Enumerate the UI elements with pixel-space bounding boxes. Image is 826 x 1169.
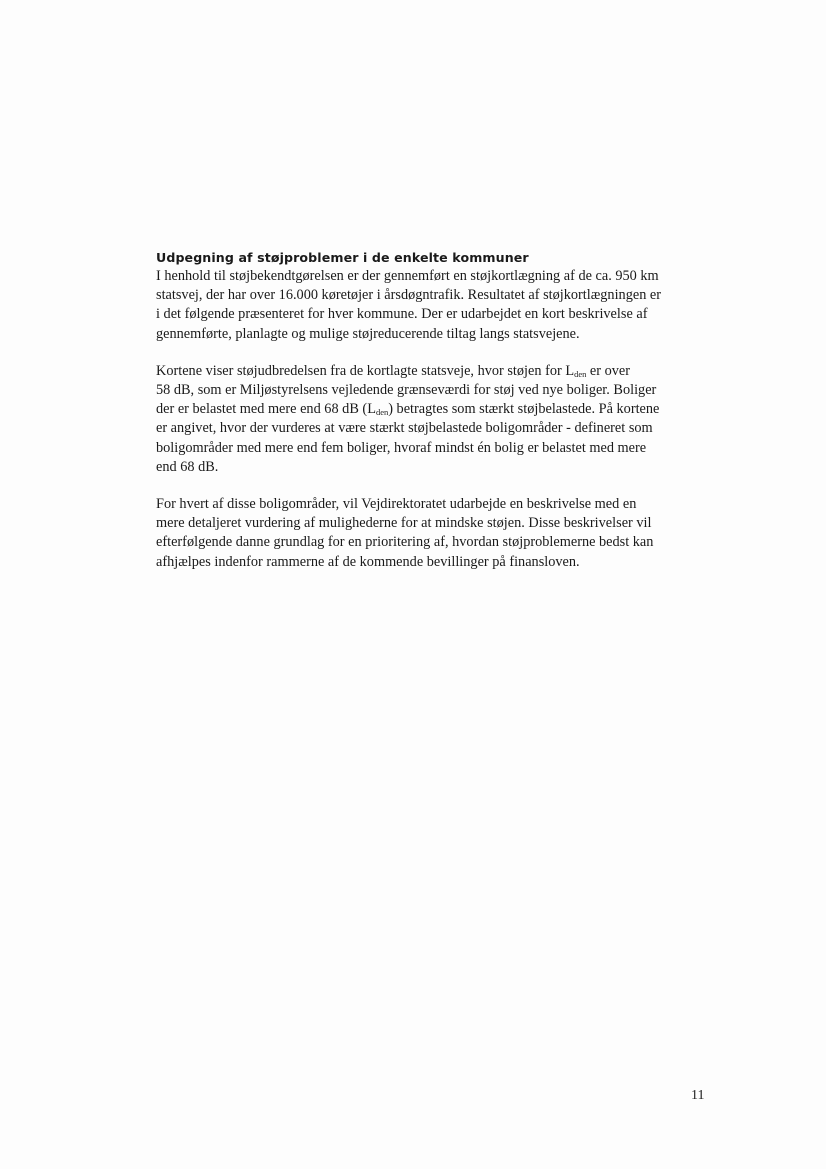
text-fragment: Kortene viser støjudbredelsen fra de kortlagte statsveje, hvor støjen for L — [156, 362, 575, 379]
text-line: efterfølgende danne grundlag for en prioritering af, hvordan støjproblemerne bedst kan — [156, 534, 654, 551]
paragraph-intro — [156, 267, 716, 344]
text-fragment: er over — [586, 362, 631, 379]
page-number: 11 — [691, 1088, 705, 1103]
text-line: er angivet, hvor der vurderes at være stærkt støjbelastede boligområder - defineret som — [156, 420, 653, 437]
text-line: mere detaljeret vurdering af mulighederne for at mindske støjen. Disse beskrivelser vil — [156, 515, 652, 532]
text-line — [156, 362, 716, 381]
page-content — [156, 248, 716, 572]
text-line: i det følgende præsenteret for hver kommune. Der er udarbejdet en kort beskrivelse af — [156, 306, 648, 323]
subscript-den: den — [375, 407, 389, 418]
text-line: For hvert af disse boligområder, vil Vejdirektoratet udarbejde en beskrivelse med en — [156, 496, 637, 513]
paragraph-maps — [156, 362, 716, 477]
text-line: end 68 dB. — [156, 458, 219, 475]
text-line: 58 dB, som er Miljøstyrelsens vejledende grænseværdi for støj ved nye boliger. Boliger — [156, 382, 657, 399]
text-line: boligområder med mere end fem boliger, hvoraf mindst én bolig er belastet med mere — [156, 439, 647, 456]
text-line: gennemførte, planlagte og mulige støjreducerende tiltag langs statsvejene. — [156, 325, 580, 342]
paragraph-next-steps — [156, 495, 716, 572]
text-fragment: ) betragtes som stærkt støjbelastede. På kortene — [388, 401, 660, 418]
text-fragment: der er belastet med mere end 68 dB (L — [156, 401, 376, 418]
text-line: afhjælpes indenfor rammerne af de kommende bevillinger på finansloven. — [156, 553, 580, 570]
text-line: statsvej, der har over 16.000 køretøjer i årsdøgntrafik. Resultatet af støjkortlægningen er — [156, 287, 662, 304]
subscript-den: den — [574, 368, 587, 379]
text-line — [156, 400, 716, 419]
section-heading: Udpegning af støjproblemer i de enkelte kommuner — [156, 250, 529, 265]
text-line: I henhold til støjbekendtgørelsen er der gennemført en støjkortlægning af de ca. 950 km — [156, 268, 659, 284]
